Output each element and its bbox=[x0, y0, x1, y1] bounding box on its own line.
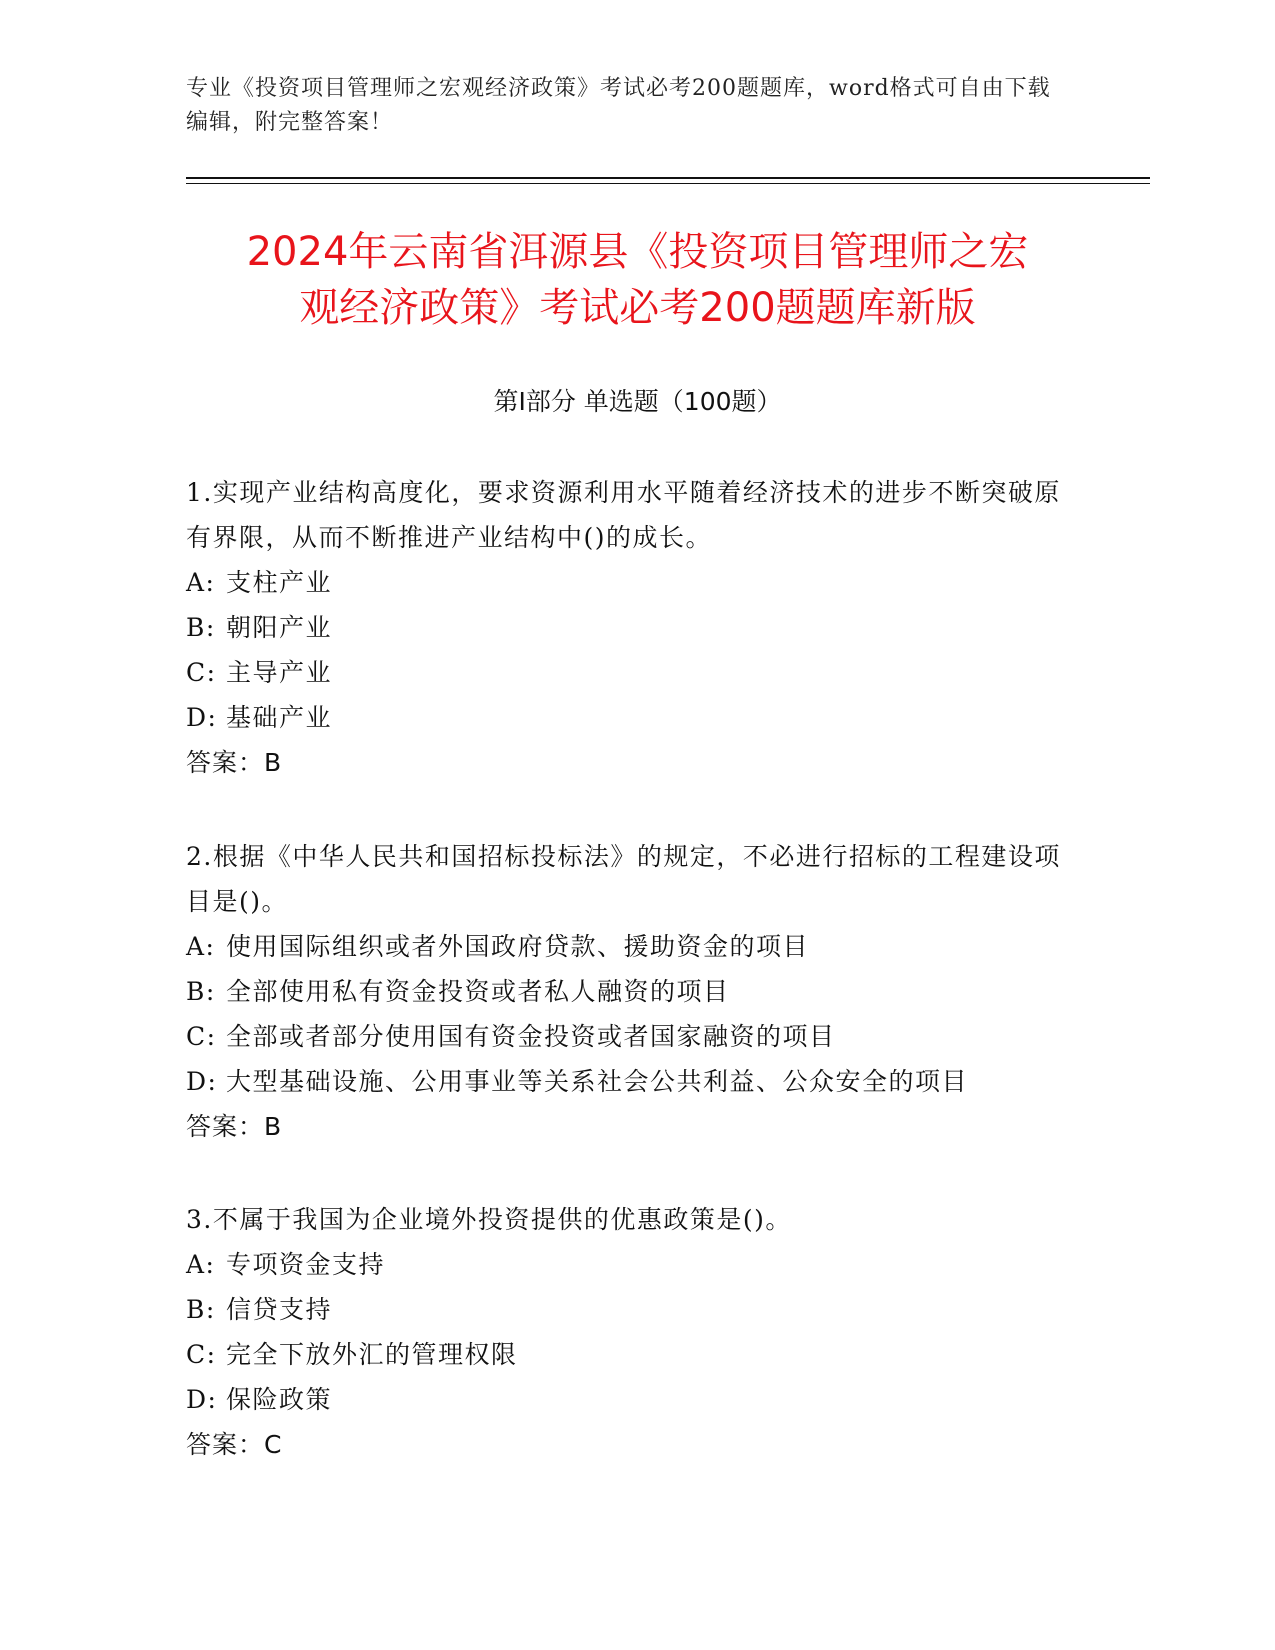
option-letter: B: bbox=[186, 1295, 216, 1324]
option-letter: A: bbox=[186, 1250, 216, 1279]
option-text: 大型基础设施、公用事业等关系社会公共利益、公众安全的项目 bbox=[226, 1067, 969, 1096]
option-d bbox=[186, 1377, 1066, 1422]
option-text: 保险政策 bbox=[226, 1385, 333, 1414]
option-letter: D: bbox=[186, 1385, 218, 1414]
option-b bbox=[186, 969, 1066, 1014]
section-title: 第I部分 单选题（100题） bbox=[493, 387, 782, 416]
option-a bbox=[186, 924, 1066, 969]
option-b bbox=[186, 1287, 1066, 1332]
question-3 bbox=[186, 1197, 1066, 1467]
answer: 答案：B bbox=[186, 748, 283, 777]
option-letter: A: bbox=[186, 568, 216, 597]
option-d bbox=[186, 1059, 1066, 1104]
option-d bbox=[186, 695, 1066, 740]
header-note: 专业《投资项目管理师之宏观经济政策》考试必考200题题库，word格式可自由下载编辑，附完整答案！ bbox=[186, 76, 1051, 135]
option-c bbox=[186, 1014, 1066, 1059]
option-letter: C: bbox=[186, 1022, 217, 1051]
option-text: 支柱产业 bbox=[226, 568, 333, 597]
question-stem: 1.实现产业结构高度化，要求资源利用水平随着经济技术的进步不断突破原有界限，从而不断推进产业结构中()的成长。 bbox=[186, 478, 1061, 552]
question-1 bbox=[186, 470, 1066, 785]
option-text: 全部或者部分使用国有资金投资或者国家融资的项目 bbox=[226, 1022, 836, 1051]
document-title bbox=[150, 224, 1125, 336]
question-stem: 3.不属于我国为企业境外投资提供的优惠政策是()。 bbox=[186, 1205, 792, 1234]
option-text: 全部使用私有资金投资或者私人融资的项目 bbox=[226, 977, 730, 1006]
header-divider-thick bbox=[186, 177, 1150, 179]
option-letter: B: bbox=[186, 977, 216, 1006]
option-text: 专项资金支持 bbox=[226, 1250, 386, 1279]
option-a bbox=[186, 1242, 1066, 1287]
option-text: 完全下放外汇的管理权限 bbox=[226, 1340, 518, 1369]
title-line-1: 2024年云南省洱源县《投资项目管理师之宏 bbox=[246, 229, 1029, 275]
title-line-2: 观经济政策》考试必考200题题库新版 bbox=[299, 285, 976, 331]
answer: 答案：C bbox=[186, 1430, 283, 1459]
option-letter: C: bbox=[186, 1340, 217, 1369]
option-text: 信贷支持 bbox=[226, 1295, 333, 1324]
option-a bbox=[186, 560, 1066, 605]
option-c bbox=[186, 650, 1066, 695]
option-letter: A: bbox=[186, 932, 216, 961]
answer: 答案：B bbox=[186, 1112, 283, 1141]
question-stem: 2.根据《中华人民共和国招标投标法》的规定，不必进行招标的工程建设项目是()。 bbox=[186, 842, 1061, 916]
option-letter: D: bbox=[186, 1067, 218, 1096]
question-2 bbox=[186, 834, 1066, 1149]
option-text: 主导产业 bbox=[226, 658, 333, 687]
option-text: 使用国际组织或者外国政府贷款、援助资金的项目 bbox=[226, 932, 810, 961]
option-letter: C: bbox=[186, 658, 217, 687]
option-text: 朝阳产业 bbox=[226, 613, 333, 642]
option-letter: D: bbox=[186, 703, 218, 732]
option-b bbox=[186, 605, 1066, 650]
option-c bbox=[186, 1332, 1066, 1377]
option-letter: B: bbox=[186, 613, 216, 642]
header-divider-thin bbox=[186, 183, 1150, 184]
option-text: 基础产业 bbox=[226, 703, 333, 732]
